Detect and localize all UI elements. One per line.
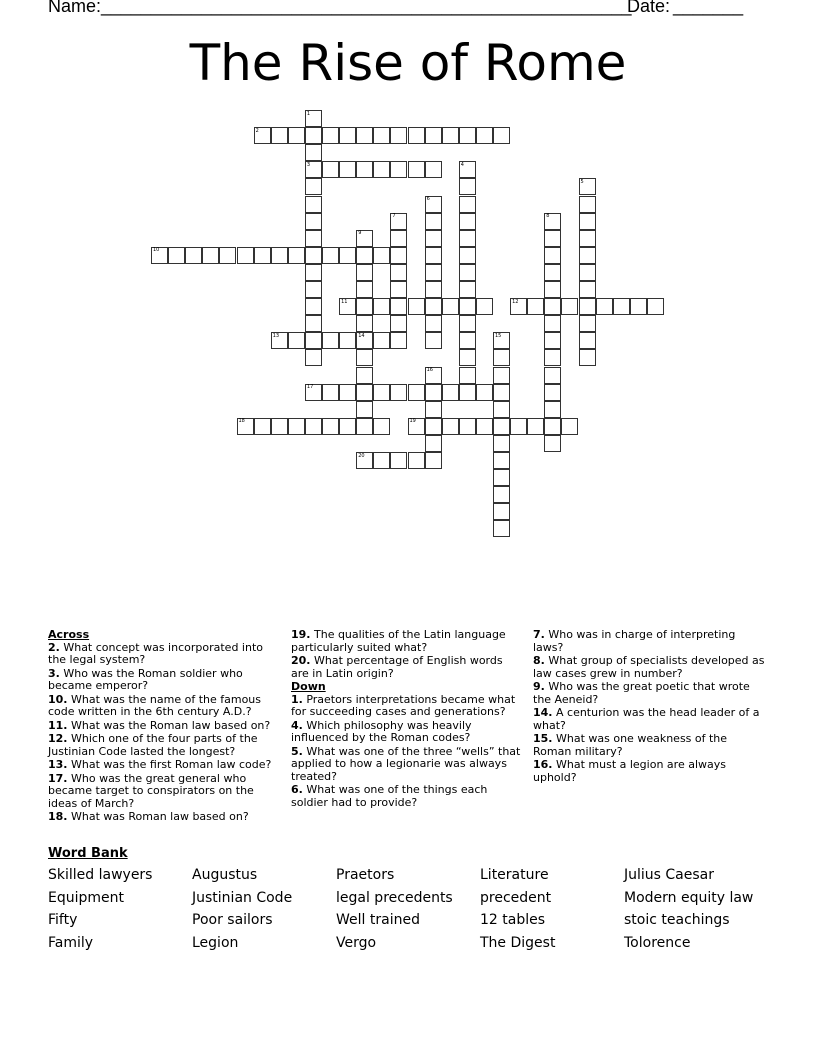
clues-column-3 [533,629,765,785]
crossword-cell[interactable] [544,298,561,315]
clue-number: 19 [409,418,416,425]
word-bank-item: Poor sailors [192,912,273,929]
crossword-cell[interactable] [544,435,561,452]
crossword-cell[interactable] [356,401,373,418]
clue-text: What percentage of English words are in Latin origin? [291,654,503,680]
word-bank-item: The Digest [480,935,556,952]
crossword-cell[interactable] [305,230,322,247]
crossword-cell[interactable] [408,127,425,144]
crossword-cell[interactable] [442,384,459,401]
clue-item [291,720,523,745]
crossword-cell[interactable] [493,469,510,486]
word-bank-item: 12 tables [480,912,546,929]
crossword-cell[interactable] [459,298,476,315]
crossword-cell[interactable] [390,298,407,315]
crossword-cell[interactable] [425,127,442,144]
crossword-cell[interactable] [356,315,373,332]
crossword-cell[interactable] [425,418,442,435]
clue-text: What was the name of the famous code written in the 6th century A.D.? [48,692,262,718]
crossword-cell[interactable] [305,127,322,144]
across-clue-list [48,642,280,824]
crossword-cell[interactable] [305,418,322,435]
crossword-cell[interactable] [544,401,561,418]
clue-item [291,784,523,809]
crossword-cell[interactable] [527,298,544,315]
crossword-cell[interactable] [373,161,390,178]
clue-number: 2. [48,640,60,654]
crossword-cell[interactable] [356,367,373,384]
crossword-cell[interactable] [339,127,356,144]
crossword-cell[interactable] [459,349,476,366]
crossword-cell[interactable] [459,332,476,349]
crossword-cell[interactable] [493,503,510,520]
clue-number: 20 [358,452,365,459]
clue-text: What was the Roman law based on? [67,718,271,732]
name-line[interactable]: _____________________________________________________ [101,0,632,16]
crossword-cell[interactable] [459,196,476,213]
word-bank-item: stoic teachings [624,912,730,929]
word-bank-item: Literature [480,867,549,883]
crossword-cell[interactable] [390,384,407,401]
crossword-cell[interactable] [339,161,356,178]
clue-number: 5 [580,178,584,185]
clue-text: What was Roman law based on? [67,810,249,823]
crossword-cell[interactable] [459,230,476,247]
crossword-cell[interactable] [544,332,561,349]
crossword-cell[interactable] [630,298,647,315]
crossword-cell[interactable] [425,315,442,332]
word-bank-item: Family [48,935,94,952]
word-bank-item: Tolorence [624,935,691,952]
clue-item [48,694,280,719]
crossword-cell[interactable] [459,315,476,332]
clue-number: 9. [533,680,545,693]
crossword-cell[interactable] [356,418,373,435]
crossword-cell[interactable] [493,384,510,401]
across-heading: Across [48,628,90,641]
crossword-cell[interactable] [459,418,476,435]
crossword-cell[interactable] [425,161,442,178]
clues-column-1 [48,629,280,825]
clue-text: Who was the great general who became target to conspirators on the ideas of March? [48,771,254,810]
clue-number: 6 [426,196,430,202]
crossword-cell[interactable] [459,213,476,230]
clue-text: Who was the Roman soldier who became emperor? [48,666,243,692]
crossword-cell[interactable] [493,520,510,537]
clue-number: 11. [48,718,68,732]
crossword-cell[interactable] [356,247,373,264]
clue-item [48,811,280,824]
name-label: Name: [48,0,102,16]
crossword-cell[interactable] [305,281,322,298]
clue-number: 15. [533,732,553,745]
word-bank-item: precedent [480,889,552,906]
word-bank-item: Modern equity law [624,889,754,906]
crossword-cell[interactable] [288,332,305,349]
word-bank-item: Augustus [192,867,258,883]
crossword-cell[interactable] [305,298,322,315]
crossword-cell[interactable] [544,264,561,281]
crossword-cell[interactable] [322,127,339,144]
crossword-cell[interactable] [390,315,407,332]
clue-number: 13. [48,758,68,771]
clue-number: 12 [512,298,519,305]
crossword-cell[interactable] [613,298,630,315]
crossword-cell[interactable] [356,281,373,298]
clue-number: 15 [495,332,502,339]
clue-text: What concept was incorporated into the legal system? [48,640,263,666]
clue-number: 17. [48,771,68,785]
crossword-cell[interactable] [185,247,202,264]
clue-text: Who was in charge of interpreting laws? [533,628,736,654]
clue-item [48,720,280,733]
crossword-cell[interactable] [647,298,664,315]
crossword-cell[interactable] [579,213,596,230]
clue-text: Praetors interpretations became what for succeeding cases and generations? [291,692,516,718]
crossword-cell[interactable] [356,384,373,401]
crossword-cell[interactable] [254,418,271,435]
word-bank-item: Julius Caesar [624,867,714,883]
clue-number: 8. [533,654,545,667]
page-title: The Rise of Rome [189,34,627,92]
crossword-cell[interactable] [544,315,561,332]
crossword-cell[interactable] [373,247,390,264]
clue-item [48,668,280,693]
crossword-cell[interactable] [373,332,390,349]
crossword-cell[interactable] [493,349,510,366]
crossword-cell[interactable] [288,127,305,144]
crossword-cell[interactable] [305,315,322,332]
word-bank-item: legal precedents [336,889,453,906]
crossword-cell[interactable] [596,298,613,315]
crossword-cell[interactable] [271,247,288,264]
clue-text: Which one of the four parts of the Justinian Code lasted the longest? [48,732,258,758]
crossword-cell[interactable] [425,230,442,247]
clue-number: 3 [306,161,311,168]
crossword-cell[interactable] [339,247,356,264]
clue-number: 17 [306,384,314,391]
crossword-cell[interactable] [373,452,390,469]
clue-text: What must a legion are always uphold? [533,758,726,784]
crossword-cell[interactable] [305,264,322,281]
word-bank-item: Equipment [48,889,124,906]
crossword-cell[interactable] [339,332,356,349]
crossword-cell[interactable] [373,418,390,435]
clue-item [533,733,765,758]
clue-number: 5. [291,744,303,758]
clue-number: 14 [358,332,365,339]
clue-number: 19. [291,628,311,641]
crossword-cell[interactable] [390,452,407,469]
word-bank-item: Vergo [336,935,377,952]
crossword-cell[interactable] [425,298,442,315]
crossword-cell[interactable] [561,418,578,435]
crossword-cell[interactable] [390,127,407,144]
down-clue-list [291,694,523,810]
crossword-cell[interactable] [493,418,510,435]
clue-text: The qualities of the Latin language particularly suited what? [291,628,506,654]
crossword-cell[interactable] [544,384,561,401]
crossword-cell[interactable] [390,161,407,178]
crossword-cell[interactable] [356,298,373,315]
clue-number: 10. [48,692,68,706]
crossword-cell[interactable] [544,230,561,247]
crossword-cell[interactable] [305,349,322,366]
word-bank-title: Word Bank [48,846,128,861]
clue-item [533,759,765,784]
crossword-cell[interactable] [579,196,596,213]
word-bank-item: Skilled lawyers [48,867,153,883]
crossword-cell[interactable] [561,298,578,315]
clue-text: Which philosophy was heavily influenced by the Roman codes? [291,718,472,744]
crossword-cell[interactable] [442,418,459,435]
crossword-cell[interactable] [544,349,561,366]
crossword-cell[interactable] [373,298,390,315]
clue-item [533,655,765,680]
clue-item [291,746,523,784]
crossword-cell[interactable] [408,452,425,469]
clue-item [48,759,280,772]
crossword-cell[interactable] [459,384,476,401]
crossword-cell[interactable] [373,127,390,144]
crossword-cell[interactable] [271,127,288,144]
clue-number: 8 [546,213,550,220]
clue-item [533,629,765,654]
crossword-cell[interactable] [425,213,442,230]
crossword-cell[interactable] [579,247,596,264]
word-bank-item: Praetors [336,867,395,883]
clue-number: 20. [291,654,311,667]
crossword-cell[interactable] [390,247,407,264]
crossword-cell[interactable] [425,452,442,469]
crossword-cell[interactable] [425,281,442,298]
clue-number: 16 [426,367,433,373]
crossword-cell[interactable] [408,384,425,401]
clue-item [291,629,523,654]
clue-text: What group of specialists developed as law cases grew in number? [533,654,765,680]
crossword-cell[interactable] [305,178,322,195]
clue-item [533,681,765,706]
crossword-cell[interactable] [356,349,373,366]
down-clue-list-continued [533,629,765,784]
crossword-cell[interactable] [544,247,561,264]
crossword-cell[interactable] [442,127,459,144]
word-bank-item: Fifty [48,912,78,929]
word-bank-item: Justinian Code [192,889,293,906]
crossword-cell[interactable] [322,418,339,435]
clue-item [291,655,523,680]
crossword-cell[interactable] [425,435,442,452]
crossword-cell[interactable] [544,418,561,435]
crossword-cell[interactable] [493,401,510,418]
clue-number: 14. [533,706,553,719]
crossword-cell[interactable] [579,281,596,298]
crossword-cell[interactable] [493,435,510,452]
clue-number: 10 [153,247,160,254]
clue-number: 11 [341,298,348,305]
clue-number: 1 [306,110,311,117]
crossword-cell[interactable] [476,127,493,144]
clue-number: 18 [238,418,245,425]
clue-text: A centurion was the head leader of a what? [533,706,760,732]
crossword-cell[interactable] [493,452,510,469]
crossword-cell[interactable] [356,264,373,281]
clue-number: 18. [48,810,68,823]
crossword-cell[interactable] [459,247,476,264]
crossword-cell[interactable] [305,144,322,161]
clue-text: What was one weakness of the Roman military? [533,732,728,758]
crossword-cell[interactable] [168,247,185,264]
crossword-cell[interactable] [579,230,596,247]
crossword-cell[interactable] [476,298,493,315]
crossword-cell[interactable] [288,247,305,264]
crossword-cell[interactable] [493,367,510,384]
crossword-cell[interactable] [390,281,407,298]
crossword-cell[interactable] [390,230,407,247]
clue-number: 9 [358,230,362,237]
crossword-cell[interactable] [305,332,322,349]
crossword-cell[interactable] [339,384,356,401]
crossword-cell[interactable] [390,332,407,349]
crossword-cell[interactable] [254,247,271,264]
crossword-cell[interactable] [425,332,442,349]
clue-item [533,707,765,732]
crossword-cell[interactable] [305,213,322,230]
clue-number: 1. [291,692,303,706]
clue-number: 16. [533,758,553,771]
crossword-cell[interactable] [425,247,442,264]
clue-number: 7. [533,628,545,641]
word-bank-item: Legion [192,935,239,952]
crossword-cell[interactable] [322,247,339,264]
crossword-cell[interactable] [219,247,236,264]
crossword-cell[interactable] [425,264,442,281]
crossword-cell[interactable] [459,264,476,281]
crossword-cell[interactable] [544,281,561,298]
clue-number: 2 [255,127,259,134]
crossword-cell[interactable] [271,418,288,435]
clue-text: What was one of the things each soldier had to provide? [291,783,488,809]
crossword-cell[interactable] [202,247,219,264]
date-label: Date: [627,0,671,16]
crossword-cell[interactable] [390,264,407,281]
clue-number: 7 [392,213,396,220]
crossword-cell[interactable] [442,298,459,315]
crossword-cell[interactable] [544,367,561,384]
crossword-cell[interactable] [579,298,596,315]
crossword-cell[interactable] [322,161,339,178]
crossword-cell[interactable] [493,127,510,144]
crossword-cell[interactable] [459,127,476,144]
crossword-cell[interactable] [356,127,373,144]
clue-number: 3. [48,666,60,680]
clue-item [48,642,280,667]
crossword-cell[interactable] [493,486,510,503]
crossword-cell[interactable] [425,401,442,418]
clue-text: What was the first Roman law code? [67,758,272,771]
crossword-cell[interactable] [408,298,425,315]
crossword-cell[interactable] [288,418,305,435]
crossword-cell[interactable] [339,418,356,435]
clue-number: 13 [272,332,280,339]
crossword-cell[interactable] [459,367,476,384]
crossword-cell[interactable] [579,332,596,349]
crossword-cell[interactable] [459,178,476,195]
crossword-cell[interactable] [579,315,596,332]
crossword-cell[interactable] [305,247,322,264]
clue-number: 4 [460,161,464,168]
clues-column-2 [291,629,523,810]
across-clue-list-continued [291,629,523,680]
clue-item [291,694,523,719]
clue-text: What was one of the three “wells” that applied to how a legionarie was always treated? [291,744,521,783]
clue-number: 12. [48,732,68,745]
clue-number: 6. [291,783,303,796]
crossword-cell[interactable] [373,384,390,401]
crossword-cell[interactable] [459,281,476,298]
clue-item [48,733,280,758]
crossword-cell[interactable] [322,332,339,349]
crossword-cell[interactable] [356,161,373,178]
crossword-cell[interactable] [527,418,544,435]
clue-item [48,773,280,811]
word-bank-item: Well trained [336,912,420,929]
crossword-cell[interactable] [425,384,442,401]
crossword-cell[interactable] [510,418,527,435]
crossword-cell[interactable] [579,349,596,366]
clue-number: 4. [291,718,303,732]
clue-text: Who was the great poetic that wrote the Aeneid? [533,680,750,706]
crossword-cell[interactable] [476,418,493,435]
crossword-cell[interactable] [305,196,322,213]
crossword-cell[interactable] [322,384,339,401]
down-heading: Down [291,680,326,693]
crossword-cell[interactable] [237,247,254,264]
date-line[interactable]: _______ [673,0,744,16]
crossword-cell[interactable] [408,161,425,178]
crossword-cell[interactable] [476,384,493,401]
crossword-cell[interactable] [579,264,596,281]
